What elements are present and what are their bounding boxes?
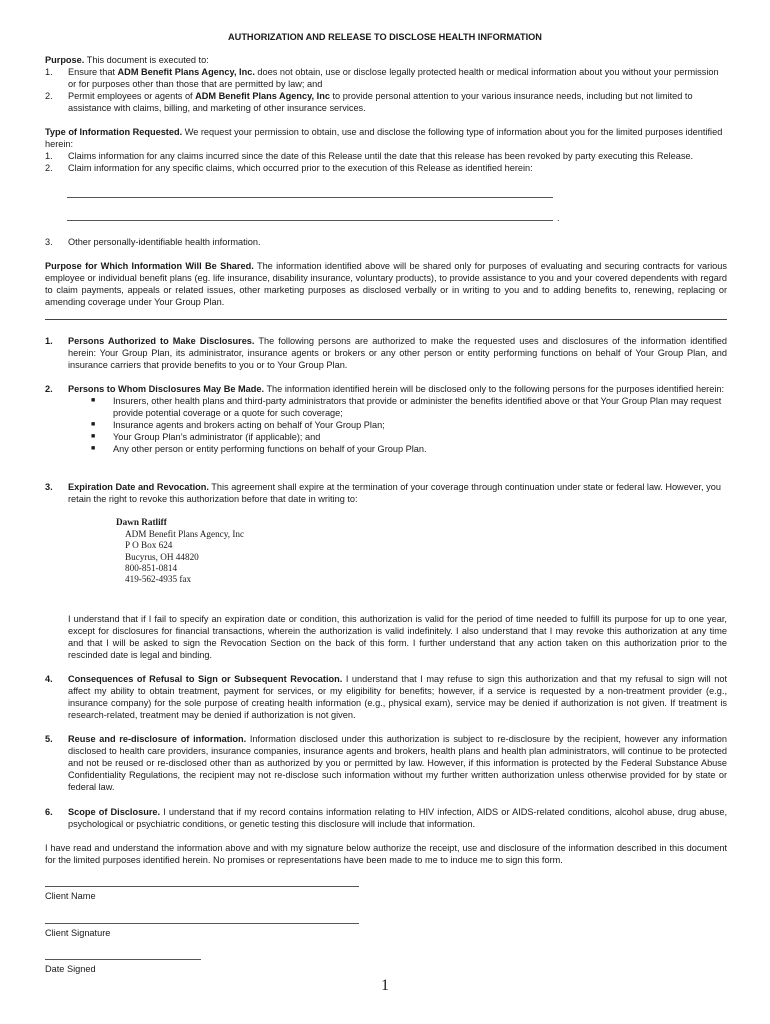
section-divider <box>45 319 727 320</box>
page-number: 1 <box>381 977 389 994</box>
section-5: 5. Reuse and re-disclosure of information. Information disclosed under this authorization is subject to re-disclosure by the recipient, however any information disclosed to health care providers, insurance companies, insurance agents and brokers, health plans and health plan administrators, will continue to be protected and not be reused or re-disclosed other than as authorized by you or permitted by law. However, if this information is protected by the Federal Substance Abuse Confidentiality Regulations, the recipient may not re-disclose such information without my further written authorization unless otherwise provided for by state or federal law. <box>45 734 727 792</box>
claim-detail-line-1[interactable] <box>67 197 553 198</box>
purpose-shared-heading: Purpose for Which Information Will Be Shared. <box>45 261 254 271</box>
section-3-paragraph: I understand that if I fail to specify an expiration date or condition, this authorization is valid for the period of time needed to fulfill its purpose for up to one year, except for disclosures for financial transactions, wherein the authorization is valid indefinitely. I also understand that I may revoke this authorization at any time and that I will be asked to sign the Revocation Section on the back of this form. I further understand that any action taken on this authorization prior to the rescinded date is legal and binding. <box>68 614 727 660</box>
list-item: ■ Insurance agents and brokers acting on behalf of Your Group Plan; <box>91 420 385 430</box>
date-signed-label: Date Signed <box>45 964 96 974</box>
type-info-heading: Type of Information Requested. <box>45 127 183 137</box>
purpose-heading: Purpose. <box>45 55 85 65</box>
client-signature-line[interactable] <box>45 923 359 924</box>
list-item: ■ Insurers, other health plans and third-party administrators that provide or administer the benefits identified above or that Your Group Plan may request provide potential coverage or a quote for such coverage; <box>91 396 722 418</box>
purpose-shared-section: Purpose for Which Information Will Be Shared. The information identified above will be shared only for purposes of evaluating and securing contracts for various employee or individual benefit plans (eg. life insurance, disability insurance, voluntary products), to provide assistance to you and your covered dependents with regard to claim payments, appeals or related issues, other marketing purposes as disclosed verbally or in writing to you and to adding benefits to, renewing, replacing or amending coverage under Your Group Plan. <box>45 261 727 307</box>
line-end-period: . <box>557 213 560 223</box>
purpose-item: 1. Ensure that ADM Benefit Plans Agency, Inc. does not obtain, use or disclose legally protected health or medical information about you without your permission or for purposes other than those that are permitted by law; and <box>45 67 719 89</box>
type-info-item: 1. Claims information for any claims incurred since the date of this Release until the date that this release has been revoked by party executing this Release. <box>45 151 694 161</box>
section-6: 6. Scope of Disclosure. I understand that if my record contains information relating to HIV infection, AIDS or AIDS-related conditions, alcohol abuse, drug abuse, psychological or psychiatric conditions, or genetic testing this disclosure will include that information. <box>45 807 727 829</box>
type-info-section <box>45 126 727 174</box>
type-info-item: 2. Claim information for any specific claims, which occurred prior to the execution of this Release as identified herein: <box>45 163 533 173</box>
section-3: 3. Expiration Date and Revocation. This agreement shall expire at the termination of your coverage through continuation under state or federal law. However, you retain the right to revoke this authorization before that date in writing to: <box>45 482 721 504</box>
contact-address: ADM Benefit Plans Agency, Inc P O Box 624 Bucyrus, OH 44820 800-851-0814 419-562-4935 fax <box>125 529 245 585</box>
section-4: 4. Consequences of Refusal to Sign or Subsequent Revocation. I understand that I may refuse to sign this authorization and that my refusal to sign will not affect my ability to obtain treatment, payment for services, or my eligibility for benefits; however, if a service is requested by a non-treatment provider (e.g., insurance company) for the sole purpose of creating health information (e.g., physical exam), service may be denied if authorization is not given. If treatment is research-related, treatment may be denied if authorization is not given. <box>45 674 728 720</box>
type-info-intro: We request your permission to obtain, use and disclose the following type of information about you for the limited purposes identified herein: <box>45 127 723 149</box>
client-signature-label: Client Signature <box>45 928 111 938</box>
date-signed-line[interactable] <box>45 959 201 960</box>
type-info-item-3: 3. Other personally-identifiable health information. <box>45 237 261 247</box>
purpose-section <box>45 54 727 114</box>
client-name-line[interactable] <box>45 886 359 887</box>
purpose-item: 2. Permit employees or agents of ADM Benefit Plans Agency, Inc to provide personal attention to your various insurance needs, including but not limited to assistance with claims, billing, and marketing of other insurance services. <box>45 91 693 113</box>
document-title: AUTHORIZATION AND RELEASE TO DISCLOSE HEALTH INFORMATION <box>228 32 542 42</box>
contact-name: Dawn Ratliff <box>116 517 167 527</box>
list-item: ■ Any other person or entity performing functions on behalf of your Group Plan. <box>91 444 427 454</box>
purpose-intro: This document is executed to: <box>86 55 209 65</box>
list-item: ■ Your Group Plan’s administrator (if applicable); and <box>91 432 321 442</box>
section-1: 1. Persons Authorized to Make Disclosures. The following persons are authorized to make the requested uses and disclosures of the information identified herein: Your Group Plan, its administrator, insurance agents or brokers or any other person or entity performing functions on behalf of Your Group Plan, and insurance carriers that provide benefits to you or to Your Group Plan. <box>45 336 727 370</box>
closing-statement: I have read and understand the information above and with my signature below authorize the receipt, use and disclosure of the information described in this document for the limited purposes identified herein. No promises or representations have been made to me to induce me to sign this form. <box>45 843 727 865</box>
section-2: 2. Persons to Whom Disclosures May Be Made. The information identified herein will be disclosed only to the following persons for the purposes identified herein: ■ Insurers, other health plans and third-party administrators that provide or administer the benefits identified above or that Your Group Plan may request provide potential coverage or a quote for such coverage; ■ Insurance agents and brokers acting on behalf of Your Group Plan; ■ Your Group Plan’s administrator (if applicable); and ■ Any other person or entity performing functions on behalf of your Group Plan. <box>45 383 727 455</box>
client-name-label: Client Name <box>45 891 96 901</box>
claim-detail-line-2[interactable] <box>67 220 553 221</box>
